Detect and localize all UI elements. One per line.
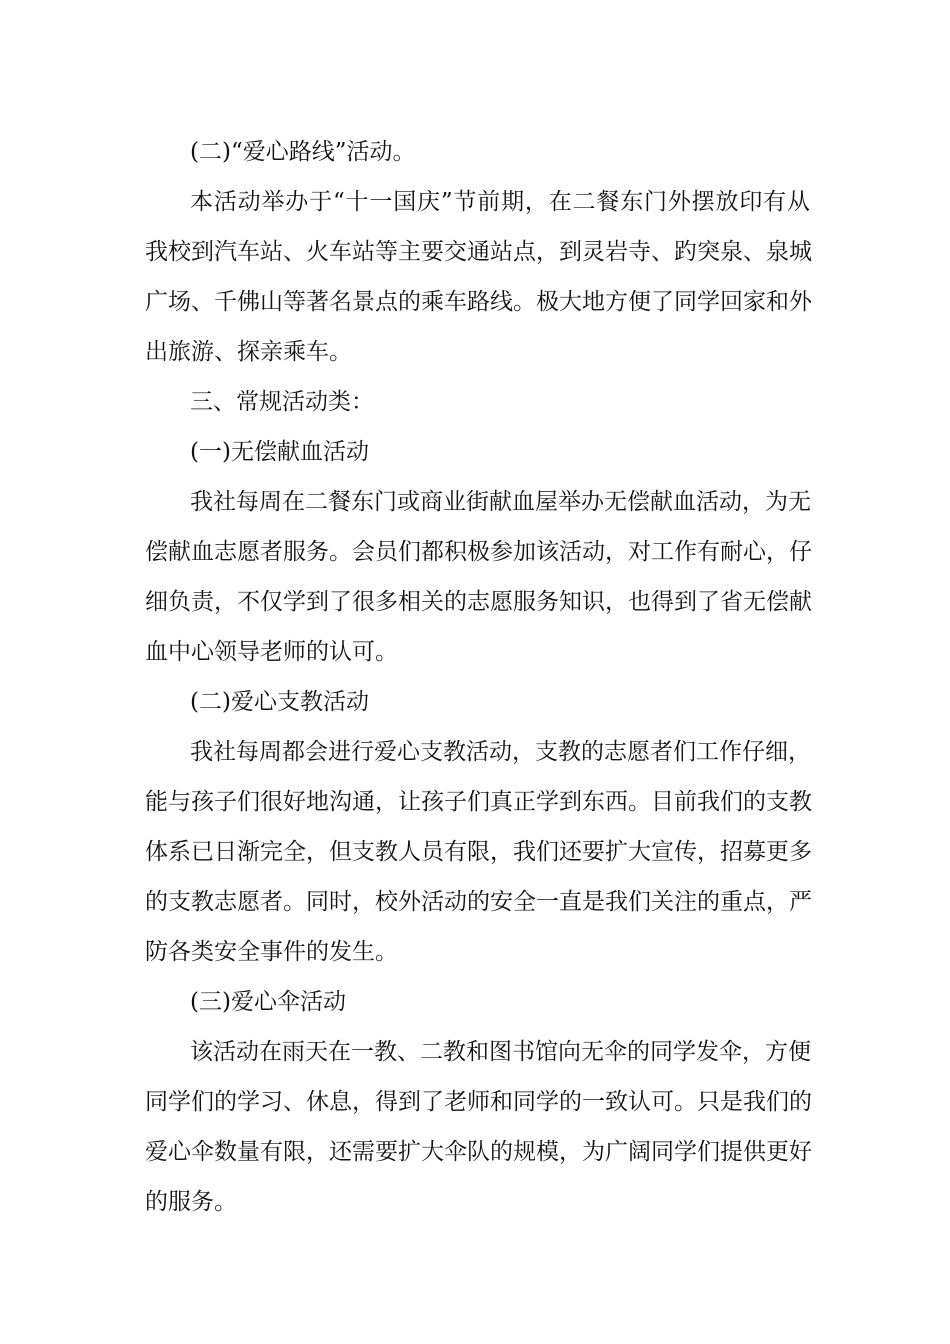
paragraph-line: 出旅游、探亲乘车。 [145,339,352,365]
paragraph-line: 爱心伞数量有限，还需要扩大伞队的规模，为广阔同学们提供更好 [145,1139,812,1165]
paragraph-line: 我社每周都会进行爱心支教活动，支教的志愿者们工作仔细， [190,739,811,765]
paragraph-line: 血中心领导老师的认可。 [145,639,398,665]
paragraph-line: 细负责，不仅学到了很多相关的志愿服务知识，也得到了省无偿献 [145,589,812,615]
section-heading-routine-activities: 三、常规活动类： [190,389,374,415]
paragraph-line: 的支教志愿者。同时，校外活动的安全一直是我们关注的重点，严 [145,889,812,915]
paragraph-line: 本活动举办于“十一国庆”节前期，在二餐东门外摆放印有从 [190,189,810,215]
heading-love-route: (二)“爱心路线”活动。 [190,139,416,165]
paragraph-line: 体系已日渐完全，但支教人员有限，我们还要扩大宣传，招募更多 [145,839,812,865]
paragraph-line: 防各类安全事件的发生。 [145,939,398,965]
paragraph-line: 我社每周在二餐东门或商业街献血屋举办无偿献血活动，为无 [190,489,811,515]
paragraph-line: 的服务。 [145,1189,237,1215]
paragraph-line: 同学们的学习、休息，得到了老师和同学的一致认可。只是我们的 [145,1089,812,1115]
paragraph-line: 广场、千佛山等著名景点的乘车路线。极大地方便了同学回家和外 [145,289,812,315]
heading-teaching-support: (二)爱心支教活动 [190,689,369,715]
paragraph-line: 我校到汽车站、火车站等主要交通站点，到灵岩寺、趵突泉、泉城 [145,239,812,265]
paragraph-line: 能与孩子们很好地沟通，让孩子们真正学到东西。目前我们的支教 [145,789,812,815]
heading-blood-donation: (一)无偿献血活动 [190,439,369,465]
heading-umbrella: (三)爱心伞活动 [190,989,346,1015]
paragraph-line: 偿献血志愿者服务。会员们都积极参加该活动，对工作有耐心，仔 [145,539,812,565]
paragraph-line: 该活动在雨天在一教、二教和图书馆向无伞的同学发伞，方便 [190,1039,811,1065]
